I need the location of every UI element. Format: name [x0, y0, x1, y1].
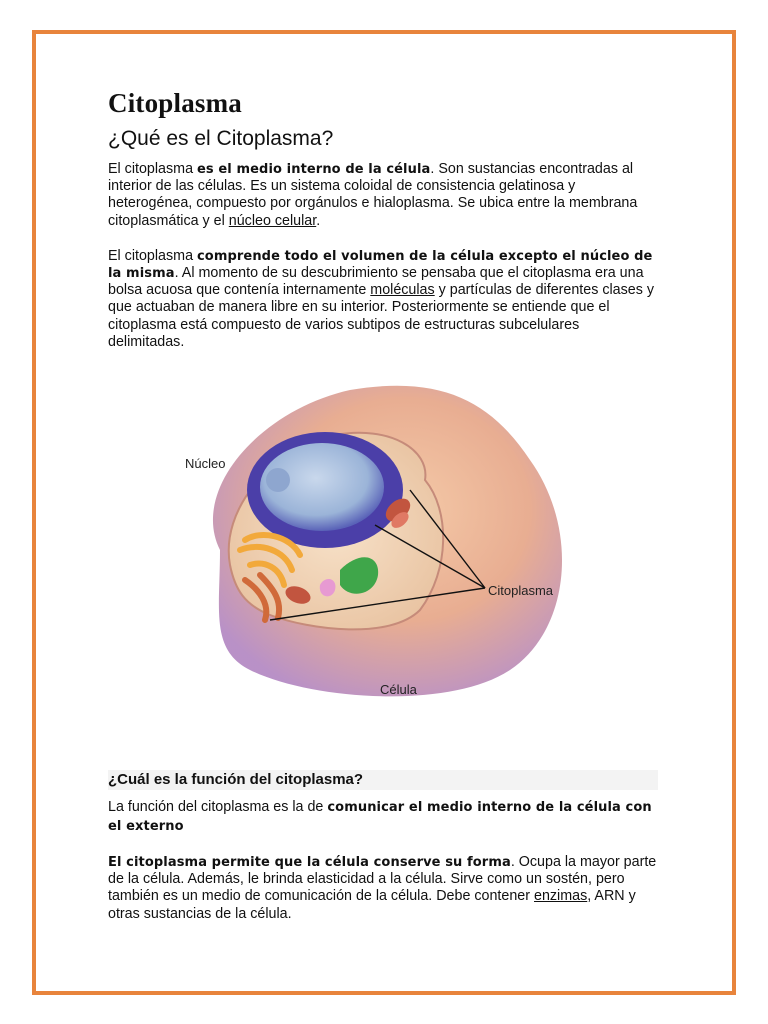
label-nucleo: Núcleo — [185, 456, 226, 471]
p3-text-a: La función del citoplasma es la de — [108, 799, 328, 815]
p4-text-c: . Ocupa la mayor parte de la célula. Además, le brinda elasticidad a la célula. Sirve como un sostén, pero también es un medio de comunicación de la célula. Debe contener — [108, 854, 657, 905]
document-body-2 — [108, 798, 658, 923]
document-body — [108, 88, 658, 351]
label-citoplasma: Citoplasma — [488, 583, 554, 598]
link-enzimas[interactable]: enzimas — [534, 888, 588, 905]
p4-bold: El citoplasma permite que la célula conserve su forma — [108, 855, 511, 870]
link-moleculas[interactable]: moléculas — [370, 282, 435, 299]
p1-bold: es el medio interno de la célula — [197, 162, 431, 177]
p2-bold: comprende todo el volumen de la célula excepto el núcleo de la misma — [108, 248, 653, 282]
p4-text-d: , ARN y otras sustancias de la célula. — [108, 888, 636, 922]
p2-text-c: . Al momento de su descubrimiento se pensaba que el citoplasma era una bolsa acuosa que contenía internamente — [108, 265, 644, 299]
section-heading-bar — [108, 770, 658, 790]
link-nucleo-celular[interactable]: núcleo celular — [228, 212, 317, 229]
cell-diagram — [150, 380, 620, 710]
nucleolus — [266, 468, 290, 492]
question-heading-1: ¿Qué es el Citoplasma? — [108, 127, 334, 150]
label-celula: Célula — [380, 682, 417, 697]
paragraph-4 — [108, 854, 658, 923]
document-title: Citoplasma — [108, 88, 243, 118]
p1-text-a: El citoplasma — [108, 161, 197, 177]
p3-bold: comunicar el medio interno de la célula con el externo — [108, 800, 652, 834]
paragraph-3 — [108, 798, 658, 836]
p1-text-c: . Son sustancias encontradas al interior de las células. Es un sistema coloidal de consistencia gelatinosa y heterogénea, compuesto por orgánulos e hialoplasma. Se ubica entre la membrana citoplasmática y el — [108, 161, 638, 229]
paragraph-2 — [108, 248, 658, 351]
paragraph-1 — [108, 161, 658, 230]
p2-text-d: y partículas de diferentes clases y que actuaban de manera libre en su interior. Posteriormente se entiende que el citoplasma está compuesto de varios subtipos de estructuras subcelulares delimitadas. — [108, 282, 654, 350]
question-heading-2: ¿Cuál es la función del citoplasma? — [108, 771, 364, 788]
p1-text-d: . — [316, 212, 321, 229]
p2-text-a: El citoplasma — [108, 247, 197, 264]
